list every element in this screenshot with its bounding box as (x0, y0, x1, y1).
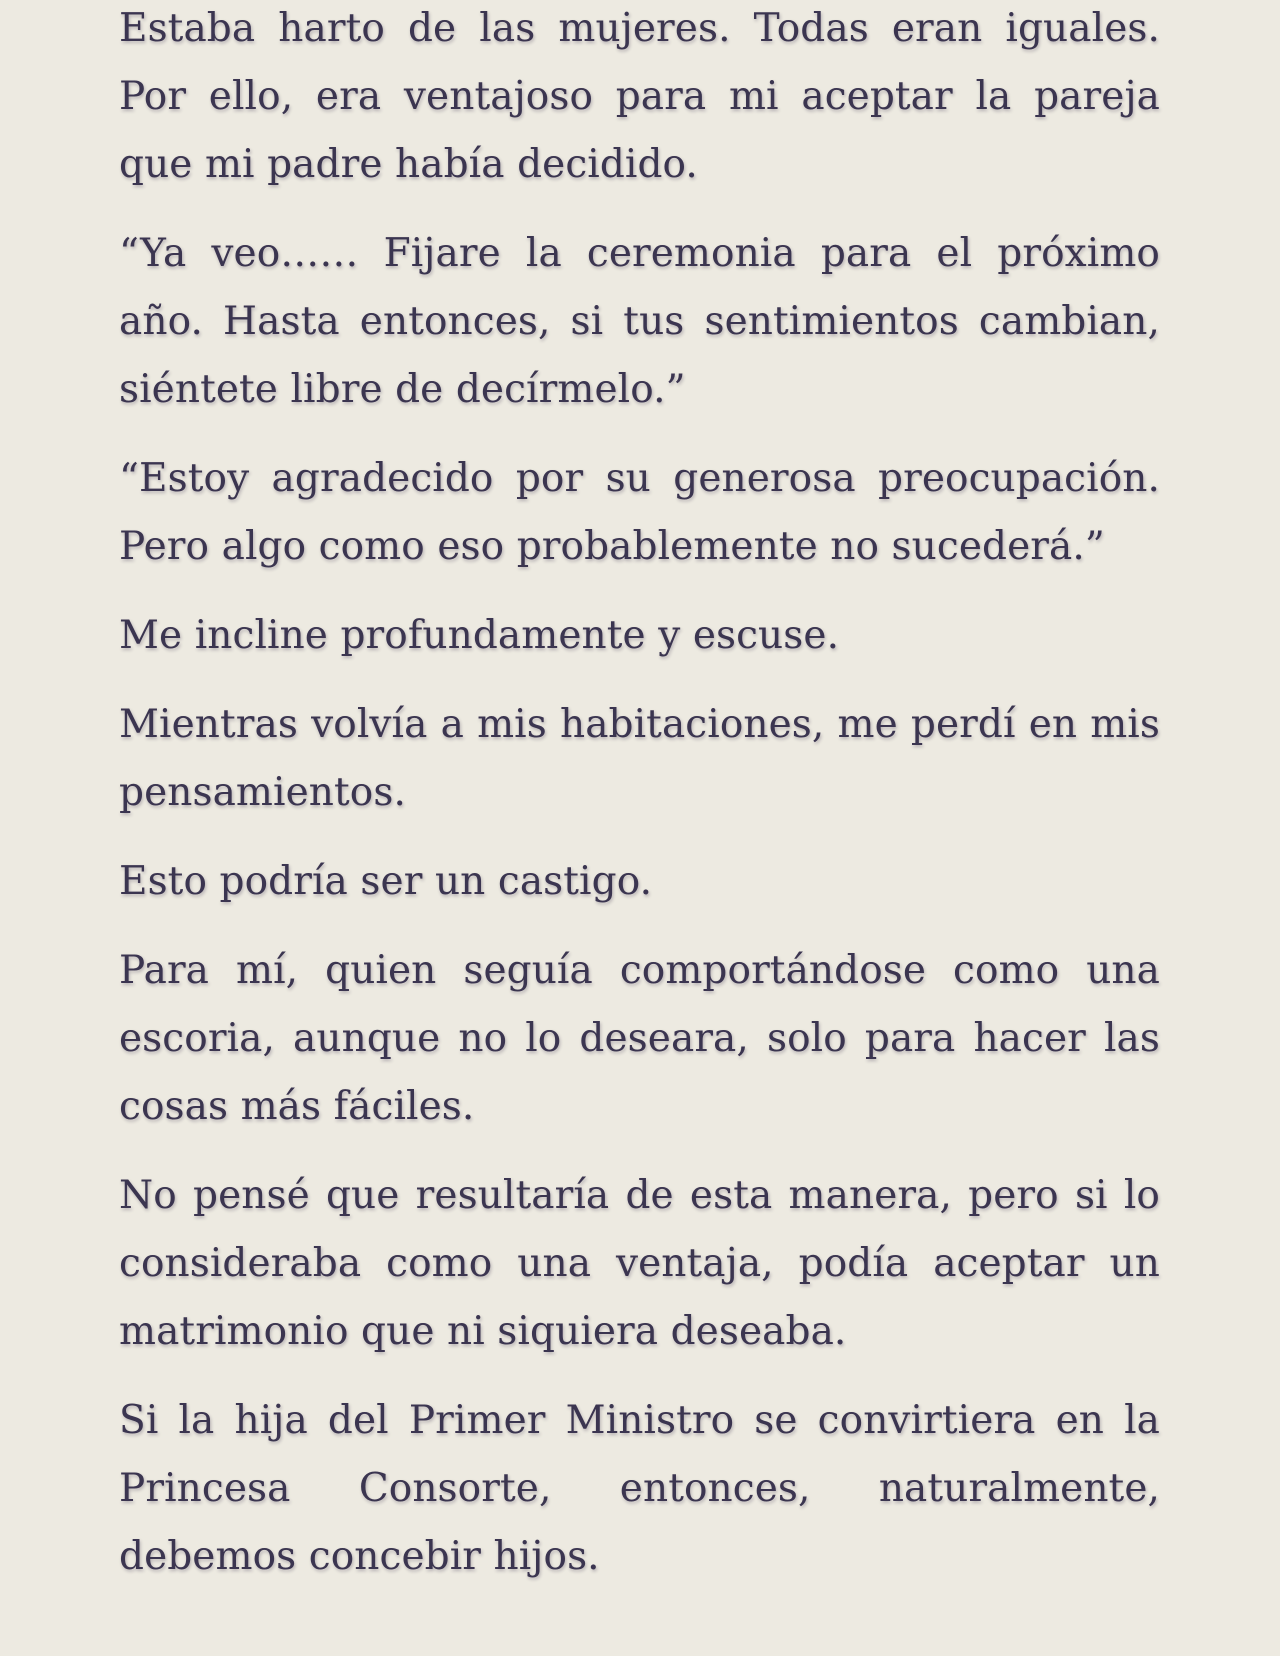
paragraph-6: Esto podría ser un castigo. (119, 859, 653, 904)
paragraph-1: Estaba harto de las mujeres. Todas eran iguales. Por ello, era ventajoso para mi aceptar la pareja que mi padre había decidido. (119, 6, 1160, 187)
story-text (119, 0, 1160, 1591)
paragraph-4: Me incline profundamente y escuse. (119, 613, 840, 658)
paragraph-3: “Estoy agradecido por su generosa preocupación. Pero algo como eso probablemente no sucederá.” (119, 456, 1160, 569)
paragraph-7: Para mí, quien seguía comportándose como una escoria, aunque no lo deseara, solo para hacer las cosas más fáciles. (119, 948, 1160, 1129)
paragraph-2: “Ya veo…… Fijare la ceremonia para el próximo año. Hasta entonces, si tus sentimientos cambian, siéntete libre de decírmelo.” (119, 231, 1160, 412)
paragraph-5: Mientras volvía a mis habitaciones, me perdí en mis pensamientos. (119, 702, 1160, 815)
paragraph-9: Si la hija del Primer Ministro se convirtiera en la Princesa Consorte, entonces, naturalmente, debemos concebir hijos. (119, 1398, 1160, 1579)
paragraph-8: No pensé que resultaría de esta manera, pero si lo consideraba como una ventaja, podía aceptar un matrimonio que ni siquiera deseaba. (119, 1173, 1160, 1354)
